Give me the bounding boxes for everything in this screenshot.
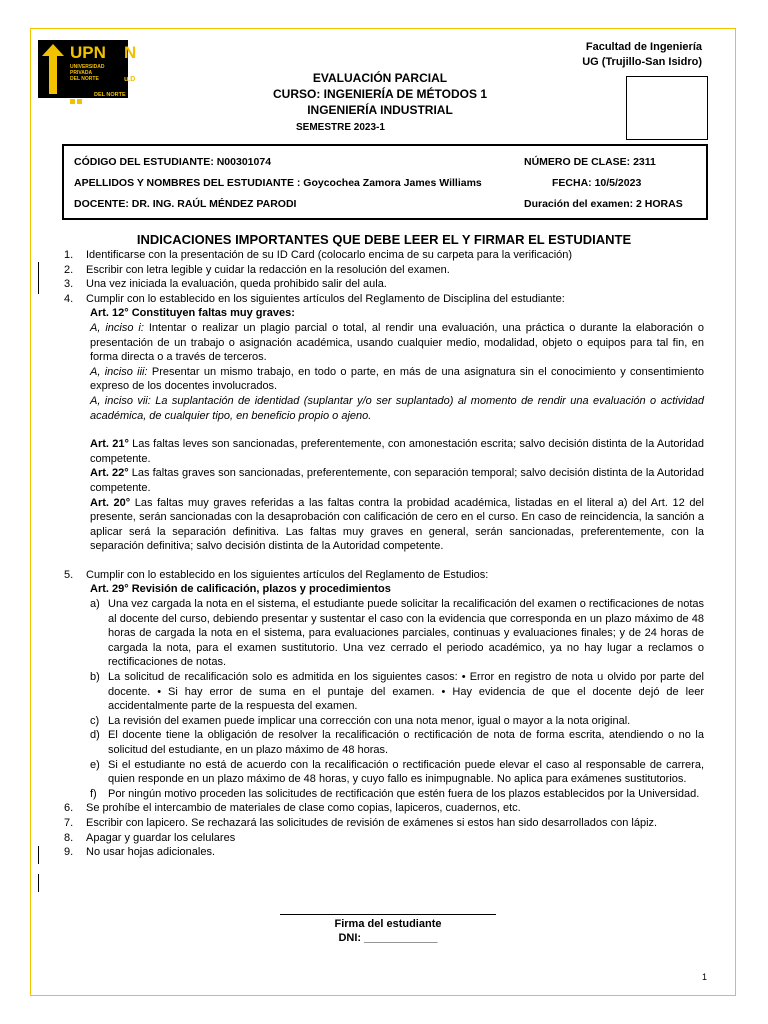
article-label: Art. 22°: [90, 467, 129, 480]
item-text: Cumplir con lo establecido en los siguientes artículos del Reglamento de Estudios:: [86, 568, 489, 581]
sub-text: La solicitud de recalificación solo es admitida en los siguientes casos: • Error en registro de nota u olvido por parte del docente. • Si hay error de suma en el puntaje del examen. • Hay evidencia de que el docente dejó de leer accidentalmente parte de la respuesta del examen.: [108, 671, 704, 713]
item-text: Escribir con lapicero. Se rechazará las solicitudes de revisión de exámenes si estos han sido desarrollados con lápiz.: [86, 816, 658, 829]
clause-text: Presentar un mismo trabajo, en todo o parte, en más de una asignatura sin el conocimiento y consentimiento expreso de los docentes involucrados.: [90, 365, 704, 393]
title-line-3: INGENIERÍA INDUSTRIAL: [307, 103, 453, 117]
article-29-heading: [64, 582, 704, 597]
list-item: [64, 831, 704, 846]
article-text: Las faltas graves son sancionadas, preferentemente, con separación temporal; salvo decisión distinta de la Autoridad competente.: [90, 467, 704, 494]
list-item: [64, 248, 704, 263]
item-text: Escribir con letra legible y cuidar la redacción en la resolución del examen.: [86, 263, 450, 276]
exam-date: FECHA: 10/5/2023: [552, 177, 642, 189]
logo-text-upn: UPN: [70, 43, 106, 62]
sub-letter: a): [90, 598, 100, 611]
signature-line: [280, 914, 496, 915]
item-number: 1.: [64, 249, 74, 261]
article-heading: Art. 29° Revisión de calificación, plazos y procedimientos: [90, 583, 391, 596]
exam-duration: Duración del examen: 2 HORAS: [524, 198, 683, 210]
article-text: Las faltas leves son sancionadas, preferentemente, con amonestación escrita; salvo decisión distinta de la Autoridad competente.: [90, 438, 704, 465]
teacher-name: DOCENTE: DR. ING. RAÚL MÉNDEZ PARODI: [74, 198, 297, 210]
change-bar: [38, 874, 39, 892]
item-text: Apagar y guardar los celulares: [86, 831, 236, 844]
sub-letter: e): [90, 758, 100, 771]
student-code: CÓDIGO DEL ESTUDIANTE: N00301074: [74, 156, 272, 168]
article-heading: Art. 12° Constituyen faltas muy graves:: [90, 307, 295, 320]
student-names: APELLIDOS Y NOMBRES DEL ESTUDIANTE : Goycochea Zamora James Williams: [74, 177, 482, 189]
paragraph: [64, 466, 704, 495]
sub-text: Si el estudiante no está de acuerdo con la recalificación o rectificación puede elevar el caso al responsable de carrera, quien responde en un plazo máximo de 48 horas, y cuyo fallo es inimpugnable. No aplica para exámenes sustitutorios.: [108, 758, 704, 786]
sub-text: Por ningún motivo proceden las solicitudes de rectificación que estén fuera de los plazos establecidos por la Universidad.: [108, 787, 700, 800]
dni-field: DNI: ____________: [338, 932, 438, 944]
item-number: 8.: [64, 831, 74, 844]
article-12-heading: [64, 306, 704, 321]
instructions-list: [64, 248, 704, 860]
item-number: 9.: [64, 846, 74, 859]
sub-item: [64, 714, 704, 729]
logo-dots: [70, 91, 90, 96]
logo-norte: DEL NORTE: [94, 92, 126, 98]
sub-text: Una vez cargada la nota en el sistema, el estudiante puede solicitar la recalificación del examen o rectificaciones de notas al docente del curso, debiendo presentar y sustentar el caso con la evidencia que corresponda en un plazo máximo de 48 horas de cargada la nota en el sistema, para evaluaciones parciales, continuas y evaluaciones finales; y de 24 horas de cargada la nota, para el examen sustitutorio. Una vez cerrado el periodo académico, ya no hay lugar a reclamos o rectificaciones de notas.: [108, 598, 704, 669]
paragraph: [64, 365, 704, 394]
sub-letter: d): [90, 729, 100, 742]
campus-name: UG (Trujillo-San Isidro): [582, 56, 702, 68]
sub-item: [64, 670, 704, 714]
upn-arrow-icon: [42, 44, 64, 94]
paragraph: [64, 437, 704, 466]
title-line-1: EVALUACIÓN PARCIAL: [312, 71, 448, 85]
sub-letter: c): [90, 714, 100, 727]
signature-block: [280, 914, 496, 945]
sub-letter: b): [90, 671, 100, 684]
list-item: [64, 845, 704, 860]
item-text: No usar hojas adicionales.: [86, 846, 216, 859]
student-info-box: [62, 144, 708, 220]
list-item: [64, 292, 704, 307]
clause-label: A, inciso i:: [90, 321, 144, 334]
article-label: Art. 20°: [90, 496, 131, 509]
upn-logo: [38, 40, 138, 100]
class-number: NÚMERO DE CLASE: 2311: [524, 156, 656, 168]
change-bar: [38, 846, 39, 864]
item-text: Identificarse con la presentación de su ID Card (colocarlo encima de su carpeta para la verificación): [86, 249, 573, 261]
paragraph: [64, 394, 704, 423]
faculty-name: Facultad de Ingeniería: [585, 41, 702, 53]
logo-ud: u.D: [124, 76, 136, 83]
paragraph: [64, 496, 704, 554]
page-number: 1: [702, 972, 708, 982]
list-item: [64, 801, 704, 816]
list-item: [64, 568, 704, 583]
change-bar: [38, 276, 39, 294]
list-item: [64, 816, 704, 831]
sub-item: [64, 728, 704, 757]
article-text: Las faltas muy graves referidas a las faltas contra la probidad académica, listadas en el literal a) del Art. 12 del presente, serán sancionadas con la desaprobación con calificación de cero en el curso. En caso de reincidencia, la sanción a aplicar será la separación definitiva. Las faltas muy graves en general, serán sancionadas, preferentemente, con la separación definitiva; salvo decisión distinta de la Autoridad competente.: [90, 496, 704, 553]
clause-text: Intentar o realizar un plagio parcial o total, al rendir una evaluación, una práctica o durante la elaboración o presentación de un trabajo o asignación académica, usando cualquier medio, modalidad, objeto o equipos para tal fin, en forma directa o a través de terceros.: [90, 321, 704, 364]
logo-text-n: N: [124, 43, 137, 62]
sub-letter: f): [90, 787, 97, 800]
faculty-header: [582, 40, 702, 70]
article-label: Art. 21°: [90, 438, 129, 451]
instructions-title: INDICACIONES IMPORTANTES QUE DEBE LEER EL Y FIRMAR EL ESTUDIANTE: [136, 232, 632, 247]
signature-label: Firma del estudiante: [334, 918, 442, 930]
item-text: Cumplir con lo establecido en los siguientes artículos del Reglamento de Disciplina del estudiante:: [86, 292, 565, 305]
item-text: Una vez iniciada la evaluación, queda prohibido salir del aula.: [86, 278, 387, 291]
grade-box: [626, 76, 708, 140]
title-line-2: CURSO: INGENIERÍA DE MÉTODOS 1: [272, 87, 488, 101]
paragraph: [64, 321, 704, 365]
clause-text: A, inciso vii: La suplantación de identidad (suplantar y/o ser suplantado) al momento de rendir una evaluación o actividad académica, de cualquier tipo, en beneficio propio o ajeno.: [90, 394, 704, 422]
sub-item: [64, 597, 704, 670]
sub-text: El docente tiene la obligación de resolver la recalificación o rectificación de nota de forma escrita, atendiendo o no la solicitud del estudiante, en un plazo máximo de 48 horas.: [108, 729, 704, 756]
sub-item: [64, 758, 704, 787]
item-number: 5.: [64, 568, 74, 581]
sub-text: La revisión del examen puede implicar una corrección con una nota menor, igual o mayor a la nota original.: [108, 714, 631, 727]
item-number: 2.: [64, 263, 74, 276]
exam-title: [210, 70, 550, 118]
semester: SEMESTRE 2023-1: [296, 122, 385, 133]
logo-subtext: UNIVERSIDAD PRIVADA DEL NORTE: [70, 64, 105, 82]
item-text: Se prohíbe el intercambio de materiales de clase como copias, lapiceros, cuadernos, etc.: [86, 802, 521, 815]
sub-item: [64, 787, 704, 802]
list-item: [64, 277, 704, 292]
clause-label: A, inciso iii:: [90, 365, 148, 378]
item-number: 3.: [64, 278, 74, 291]
list-item: [64, 263, 704, 278]
item-number: 7.: [64, 816, 74, 829]
item-number: 4.: [64, 292, 74, 305]
item-number: 6.: [64, 802, 74, 815]
